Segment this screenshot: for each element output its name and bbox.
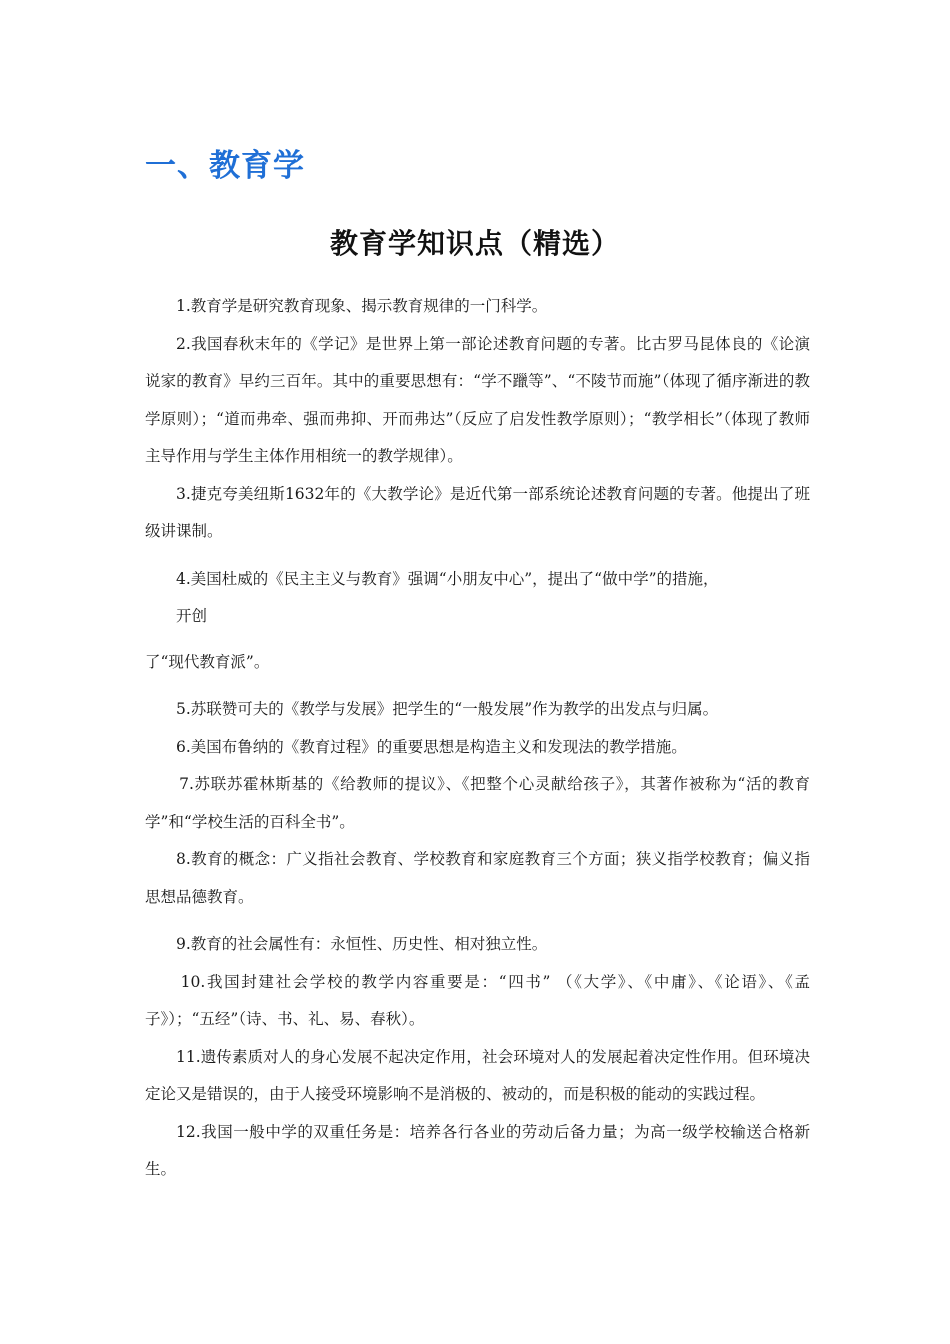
paragraph-4-line-3: 了“现代教育派”。	[145, 652, 270, 671]
paragraph-11: 11.遗传素质对人的身心发展不起决定作用，社会环境对人的发展起着决定性作用。但环境决定论又是错误的，由于人接受环境影响不是消极的、被动的，而是积极的能动的实践过程。	[145, 1047, 810, 1103]
document-title: 教育学知识点（精选）	[329, 227, 620, 260]
paragraph-10: 10.我国封建社会学校的教学内容重要是：“四书” （《大学》、《中庸》、《论语》、《孟子》）；“五经”（诗、书、礼、易、春秋）。	[145, 972, 810, 1028]
paragraph-4-line-1: 4.美国杜威的《民主主义与教育》强调“小朋友中心”，提出了“做中学”的措施，	[176, 569, 719, 588]
section-heading: 一、教育学	[145, 148, 305, 184]
paragraph-7: 7.苏联苏霍林斯基的《给教师的提议》、《把整个心灵献给孩子》，其著作被称为“活的教育学”和“学校生活的百科全书”。	[145, 775, 810, 831]
paragraph-9: 9.教育的社会属性有：永恒性、历史性、相对独立性。	[176, 935, 548, 953]
paragraph-12: 12.我国一般中学的双重任务是：培养各行各业的劳动后备力量；为高一级学校输送合格新生。	[145, 1122, 810, 1178]
paragraph-4-line-2: 开创	[176, 607, 208, 625]
paragraph-3: 3.捷克夸美纽斯1632年的《大教学论》是近代第一部系统论述教育问题的专著。他提出了班级讲课制。	[145, 484, 810, 540]
paragraph-1: 1.教育学是研究教育现象、揭示教育规律的一门科学。	[176, 297, 548, 315]
paragraph-8: 8.教育的概念：广义指社会教育、学校教育和家庭教育三个方面；狭义指学校教育；偏义指思想品德教育。	[145, 850, 810, 906]
document-body	[145, 288, 810, 1189]
paragraph-4	[145, 561, 810, 682]
paragraph-6: 6.美国布鲁纳的《教育过程》的重要思想是构造主义和发现法的教学措施。	[176, 737, 687, 756]
paragraph-2: 2.我国春秋末年的《学记》是世界上第一部论述教育问题的专著。比古罗马昆体良的《论演说家的教育》早约三百年。其中的重要思想有：“学不躐等”、“不陵节而施”（体现了循序渐进的教学原则）；“道而弗牵、强而弗抑、开而弗达”（反应了启发性教学原则）；“教学相长”（体现了教师主导作用与学生主体作用相统一的教学规律）。	[145, 334, 810, 465]
paragraph-5: 5.苏联赞可夫的《教学与发展》把学生的“一般发展”作为教学的出发点与归属。	[176, 700, 719, 718]
